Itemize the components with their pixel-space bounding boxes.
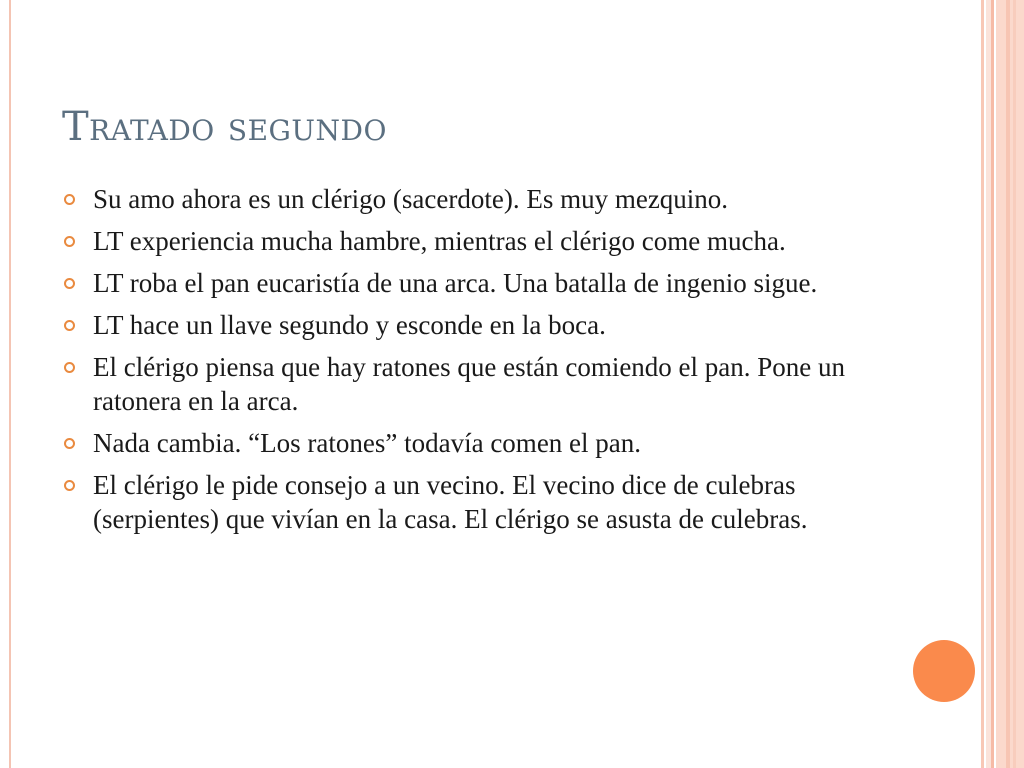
bullet-item <box>62 468 892 536</box>
bullet-list <box>62 182 892 544</box>
right-decor-band <box>996 0 1024 768</box>
bullet-ring-icon <box>64 438 75 449</box>
right-decor-stripe <box>1013 0 1016 768</box>
bullet-item <box>62 350 892 418</box>
bullet-item <box>62 182 892 216</box>
decorative-orange-circle <box>913 640 975 702</box>
bullet-item <box>62 308 892 342</box>
bullet-text: El clérigo piensa que hay ratones que están comiendo el pan. Pone un ratonera en la arca. <box>93 352 846 416</box>
bullet-ring-icon <box>64 236 75 247</box>
bullet-text: Nada cambia. “Los ratones” todavía comen el pan. <box>93 428 642 458</box>
bullet-text: LT hace un llave segundo y esconde en la boca. <box>93 310 606 340</box>
bullet-ring-icon <box>64 362 75 373</box>
bullet-ring-icon <box>64 194 75 205</box>
left-border-line <box>9 0 11 768</box>
bullet-ring-icon <box>64 480 75 491</box>
bullet-text: LT experiencia mucha hambre, mientras el clérigo come mucha. <box>93 226 786 256</box>
bullet-ring-icon <box>64 278 75 289</box>
bullet-text: El clérigo le pide consejo a un vecino. El vecino dice de culebras (serpientes) que vivían en la casa. El clérigo se asusta de culebras. <box>93 470 808 534</box>
bullet-item <box>62 224 892 258</box>
bullet-text: LT roba el pan eucaristía de una arca. Una batalla de ingenio sigue. <box>93 268 818 298</box>
bullet-item <box>62 266 892 300</box>
bullet-ring-icon <box>64 320 75 331</box>
slide-title: Tratado segundo <box>62 104 387 150</box>
bullet-item <box>62 426 892 460</box>
right-decor-stripe <box>991 0 994 768</box>
right-decor-stripe <box>981 0 984 768</box>
bullet-text: Su amo ahora es un clérigo (sacerdote). Es muy mezquino. <box>93 184 729 214</box>
right-decor-stripe <box>1006 0 1010 768</box>
